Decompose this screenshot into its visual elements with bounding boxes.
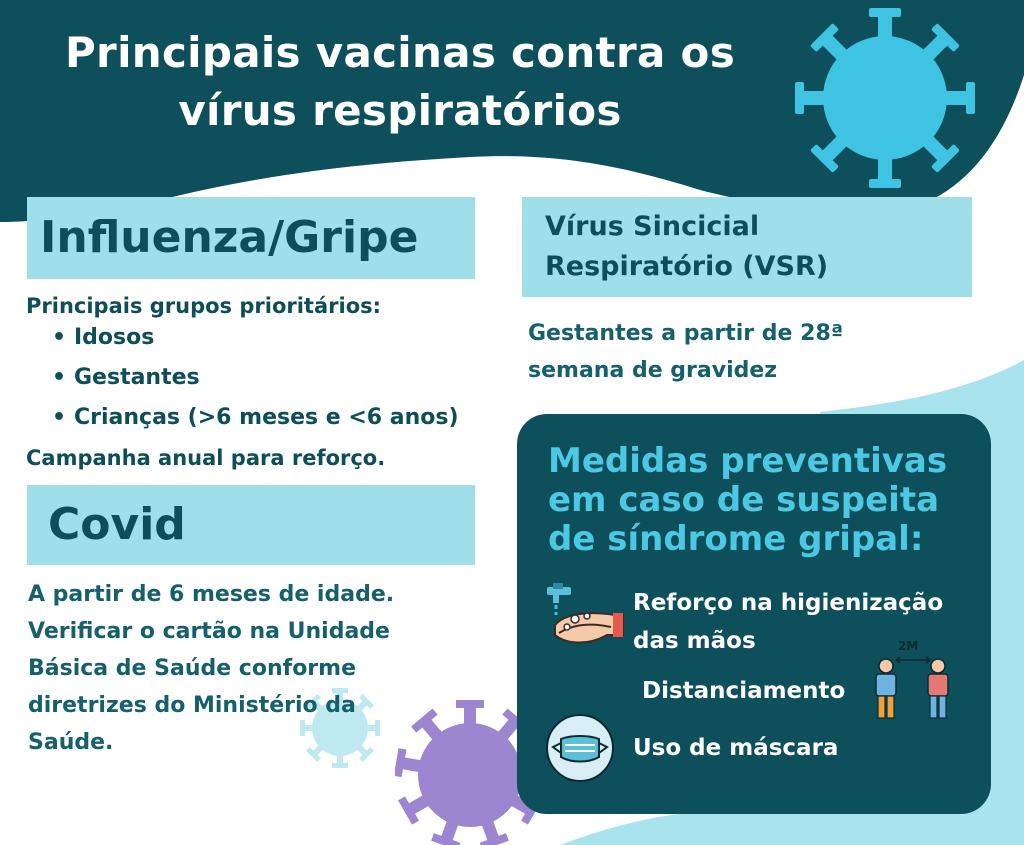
face-mask-icon xyxy=(545,713,615,783)
list-item: • Gestantes xyxy=(50,358,510,398)
influenza-note: Campanha anual para reforço. xyxy=(26,446,386,470)
title-line-1: Principais vacinas contra os xyxy=(64,28,736,77)
measure-mask: Uso de máscara xyxy=(633,735,839,761)
covid-text-line: A partir de 6 meses de idade. xyxy=(28,582,395,607)
social-distancing-icon xyxy=(868,652,958,724)
covid-text-line: diretrizes do Ministério da xyxy=(28,693,356,718)
measures-title-line: Medidas preventivas xyxy=(548,441,948,481)
page-title xyxy=(20,24,780,140)
covid-text xyxy=(28,576,448,761)
measure-line: das mãos xyxy=(633,628,756,654)
measure-line: Reforço na higienização xyxy=(633,590,944,616)
list-item: • Crianças (>6 meses e <6 anos) xyxy=(50,398,510,438)
covid-text-line: Saúde. xyxy=(28,730,114,755)
vsr-heading-line: Respiratório (VSR) xyxy=(545,251,829,282)
vsr-text-line: Gestantes a partir de 28ª xyxy=(528,321,844,346)
measure-handwashing xyxy=(633,584,978,660)
measures-title-line: de síndrome gripal: xyxy=(548,519,924,559)
virus-icon xyxy=(795,8,975,188)
list-item: • Idosos xyxy=(50,318,510,358)
cyan-blob-bottom xyxy=(560,812,1024,845)
covid-text-line: Verificar o cartão na Unidade xyxy=(28,619,390,644)
title-line-2: vírus respiratórios xyxy=(178,86,622,135)
vsr-heading xyxy=(545,207,965,287)
covid-heading: Covid xyxy=(48,499,186,550)
influenza-groups-label: Principais grupos prioritários: xyxy=(26,294,382,318)
distance-label: 2M xyxy=(898,639,919,653)
measure-distancing: Distanciamento xyxy=(642,678,846,704)
covid-text-line: Básica de Saúde conforme xyxy=(28,656,357,681)
vsr-text xyxy=(528,315,968,389)
measures-title xyxy=(548,442,988,559)
measures-title-line: em caso de suspeita xyxy=(548,480,940,520)
handwashing-icon xyxy=(545,583,625,655)
vsr-heading-line: Vírus Sincicial xyxy=(545,211,760,242)
vsr-text-line: semana de gravidez xyxy=(528,358,778,383)
influenza-groups-list xyxy=(50,318,510,438)
influenza-heading: Influenza/Gripe xyxy=(40,212,419,263)
